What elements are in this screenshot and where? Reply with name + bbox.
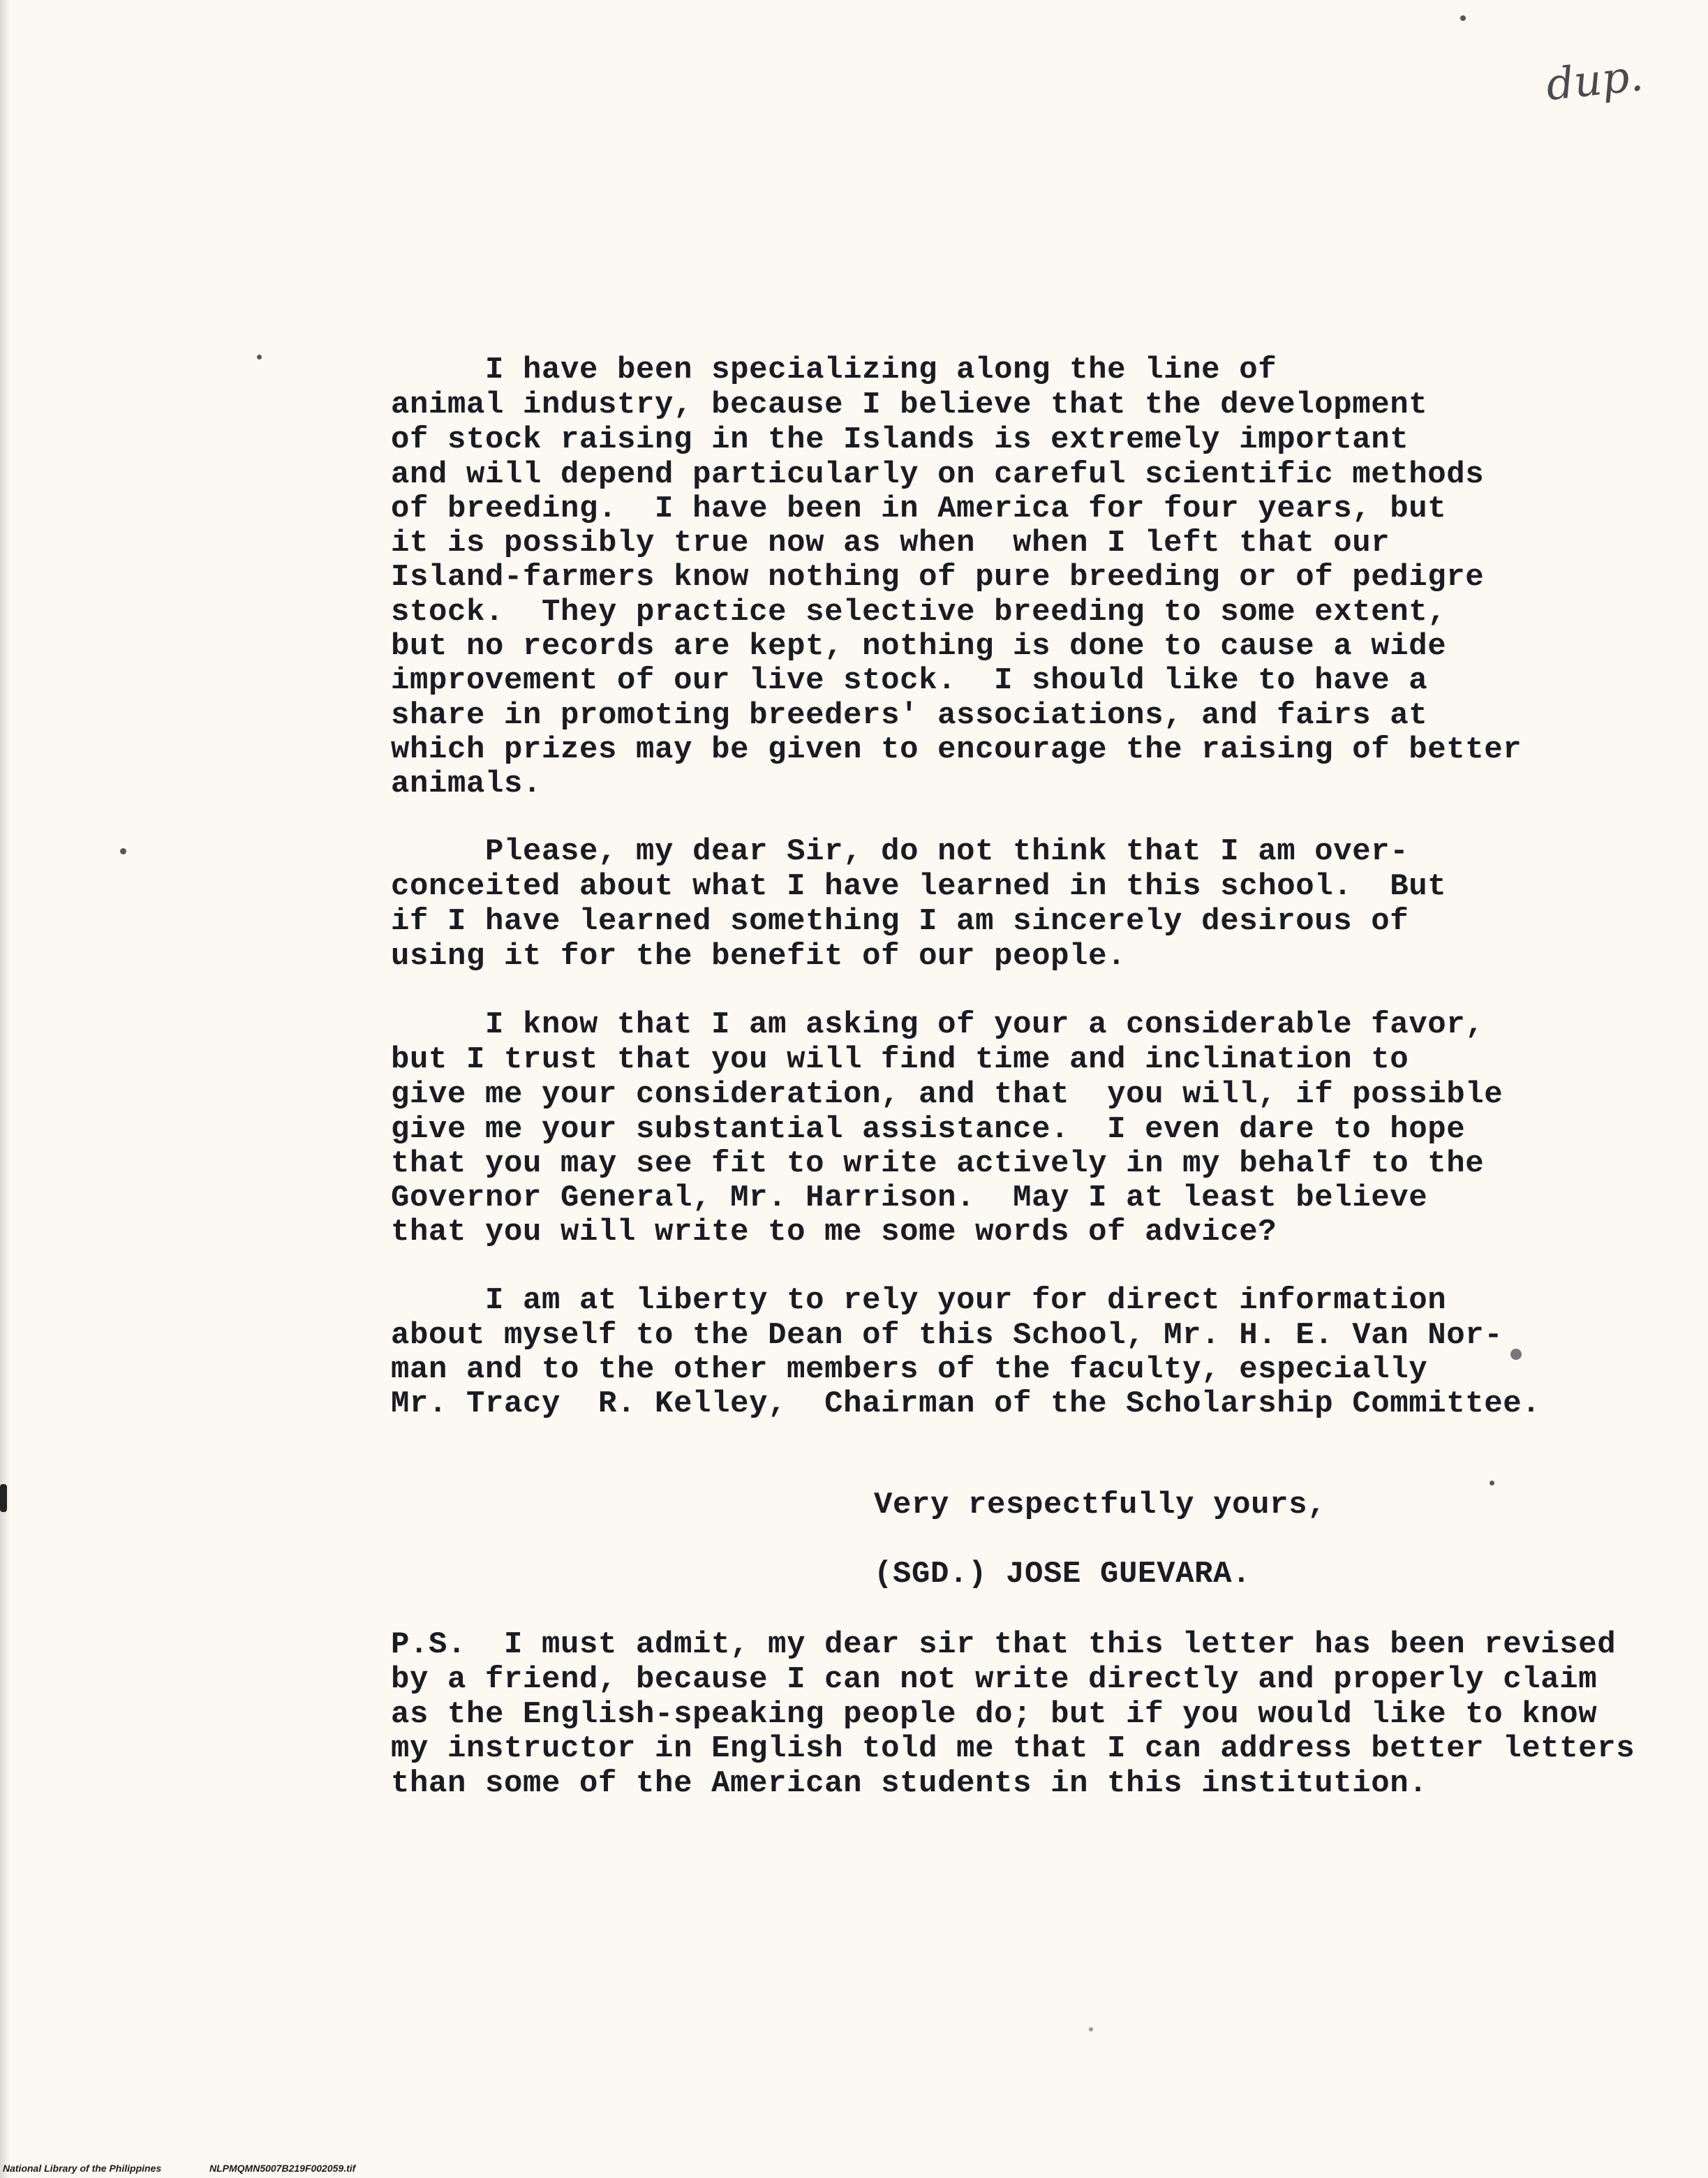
scan-speck [257,355,262,360]
paragraph-3-line: but I trust that you will find time and inclination to [391,1042,1409,1077]
paragraph-4-line: Mr. Tracy R. Kelley, Chairman of the Scholarship Committee. [391,1386,1541,1421]
footer-library-name: National Library of the Philippines [3,2163,162,2174]
paragraph-1-line: animals. [391,766,542,801]
signature: (SGD.) JOSE GUEVARA. [874,1557,1252,1592]
paragraph-4-line: I am at liberty to rely your for direct information [391,1283,1447,1318]
scan-speck [1089,2027,1093,2031]
handwritten-annotation: dup. [1543,49,1646,111]
scan-speck [1460,15,1466,21]
paragraph-1-line: Island-farmers know nothing of pure breeding or of pedigre [391,560,1485,595]
scan-speck [1490,1481,1494,1486]
paragraph-2-line: conceited about what I have learned in this school. But [391,869,1447,904]
paragraph-1-line: stock. They practice selective breeding to some extent, [391,595,1447,630]
closing: Very respectfully yours, [874,1488,1327,1523]
paragraph-1-line: of stock raising in the Islands is extremely important [391,422,1409,457]
paragraph-1-line: of breeding. I have been in America for four years, but [391,491,1447,526]
paragraph-3-line: I know that I am asking of your a considerable favor, [391,1007,1485,1042]
postscript-line: my instructor in English told me that I can address better letters [391,1731,1635,1766]
paragraph-3-line: give me your consideration, and that you will, if possible [391,1077,1503,1112]
postscript-line: than some of the American students in this institution. [391,1766,1428,1801]
paragraph-1-line: it is possibly true now as when when I left that our [391,526,1390,561]
paragraph-1-line: I have been specializing along the line of [391,353,1277,387]
paragraph-2-line: Please, my dear Sir, do not think that I am over- [391,834,1409,869]
postscript-line: as the English-speaking people do; but if you would like to know [391,1697,1598,1732]
paragraph-3-line: that you will write to me some words of advice? [391,1215,1277,1250]
footer-file-code: NLPMQMN5007B219F002059.tif [209,2163,356,2174]
paragraph-1-line: which prizes may be given to encourage the raising of better [391,732,1522,767]
postscript-line: by a friend, because I can not write directly and properly claim [391,1662,1598,1697]
paragraph-3-line: Governor General, Mr. Harrison. May I at least believe [391,1180,1428,1215]
paragraph-3-line: give me your substantial assistance. I even dare to hope [391,1112,1466,1147]
paragraph-4-line: man and to the other members of the faculty, especially [391,1352,1428,1387]
scan-mark [0,1484,7,1512]
paragraph-1-line: and will depend particularly on careful scientific methods [391,457,1485,492]
paragraph-4-line: about myself to the Dean of this School, Mr. H. E. Van Nor- [391,1318,1503,1353]
paragraph-2-line: if I have learned something I am sincerely desirous of [391,904,1409,939]
paragraph-2-line: using it for the benefit of our people. [391,939,1127,974]
scan-speck [1510,1349,1522,1360]
scan-edge-shadow [0,0,10,2178]
scan-speck [120,848,126,854]
paragraph-1-line: but no records are kept, nothing is done to cause a wide [391,629,1447,664]
postscript-line: P.S. I must admit, my dear sir that this letter has been revised [391,1627,1617,1662]
paragraph-1-line: improvement of our live stock. I should like to have a [391,663,1428,698]
paragraph-1-line: share in promoting breeders' associations, and fairs at [391,698,1428,733]
paragraph-1-line: animal industry, because I believe that the development [391,387,1428,422]
paragraph-3-line: that you may see fit to write actively in my behalf to the [391,1146,1485,1181]
